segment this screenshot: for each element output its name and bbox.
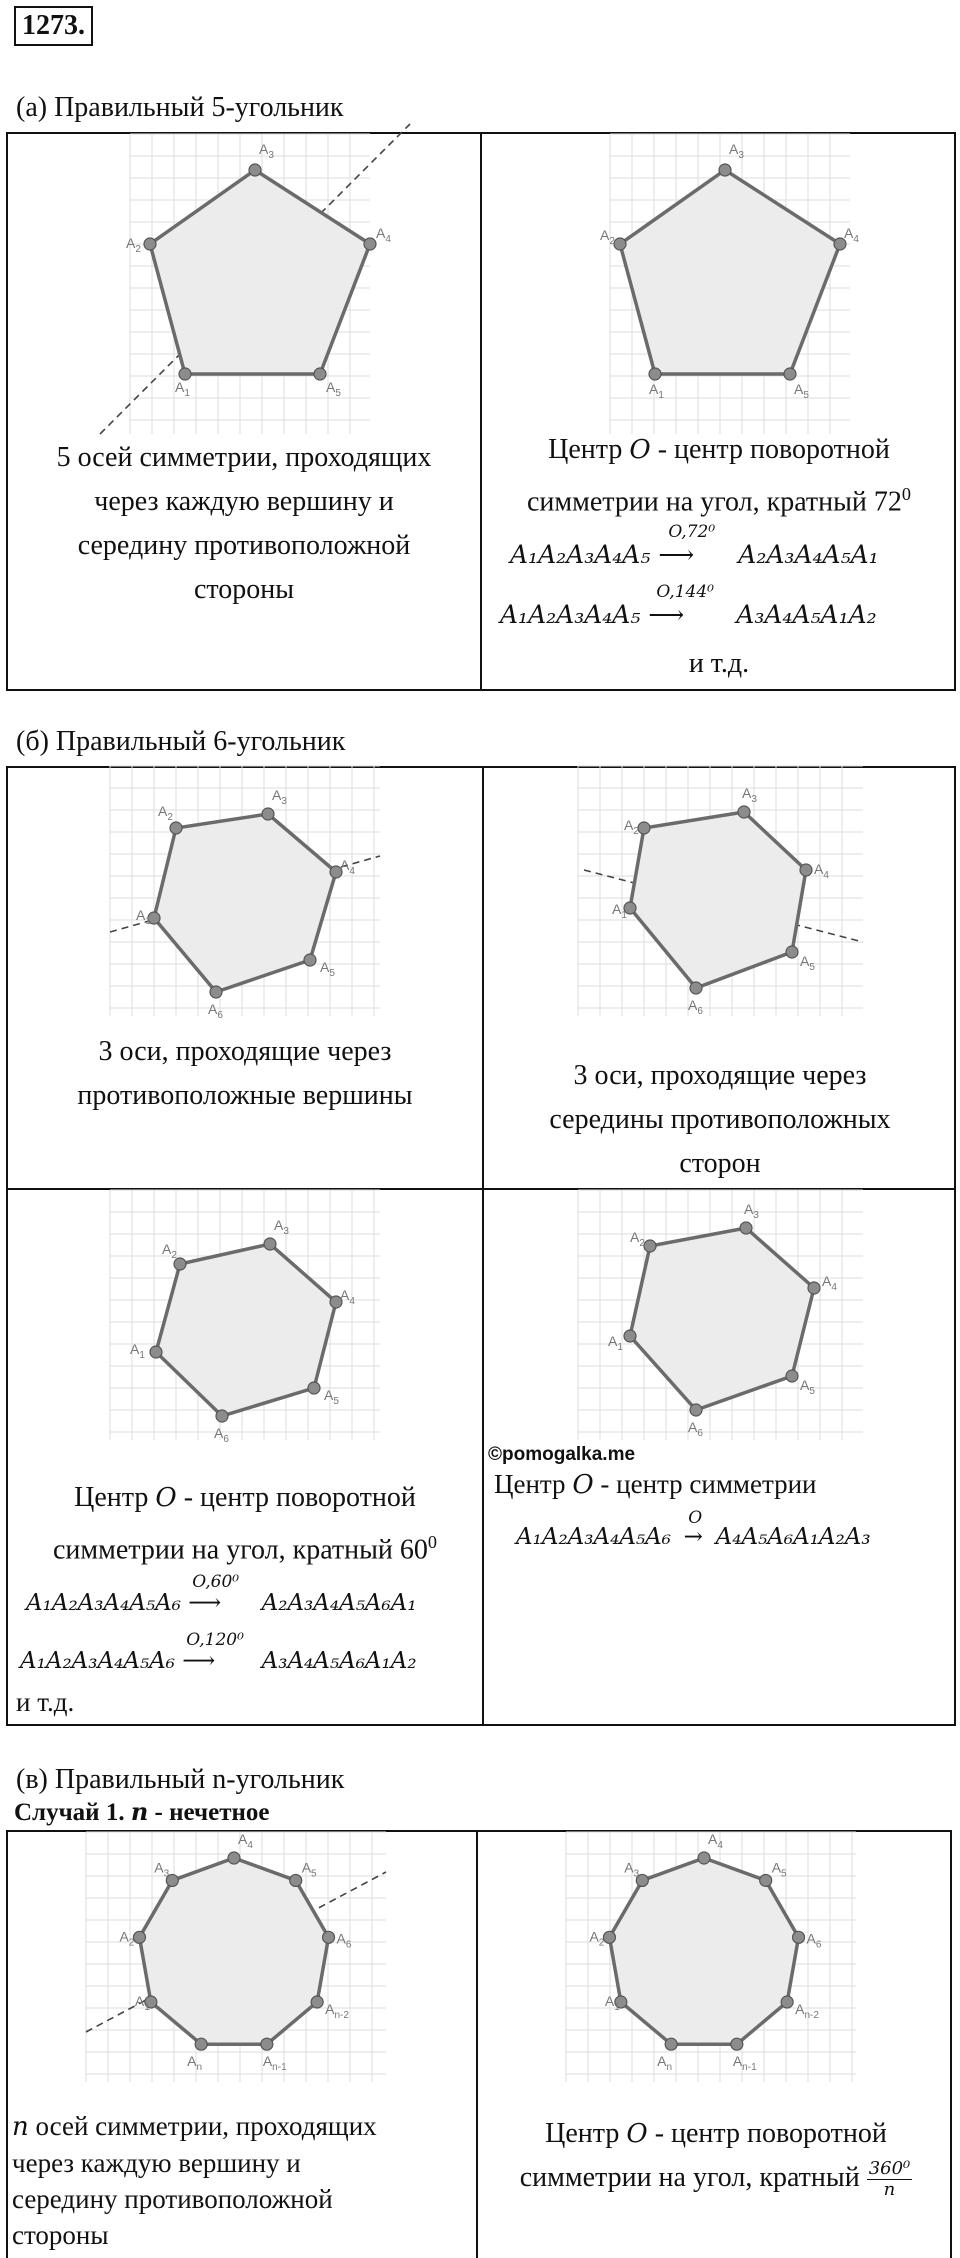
vertex-label: $A_3$	[154, 1859, 170, 1880]
vertex-point	[784, 368, 796, 380]
hexagon-rotation-figure	[110, 1190, 390, 1450]
vertex-point	[210, 986, 222, 998]
vertex-label: $A_5$	[794, 381, 809, 401]
section-b-tl-caption: 3 оси, проходящие через противоположные вершины	[77, 1036, 413, 1111]
polygon-shape	[630, 812, 806, 988]
vertex-point	[170, 822, 182, 834]
section-a-etc: и т.д.	[688, 648, 750, 679]
vertex-label: $A_6$	[208, 1001, 223, 1021]
vertex-point	[698, 1852, 710, 1864]
watermark: ©pomogalka.me	[488, 1444, 636, 1465]
vertex-label: $A_n$	[187, 2053, 203, 2074]
vertex-point	[314, 368, 326, 380]
section-c-left-caption: n осей симметрии, проходящих через каждую вершину и середину противоположной стороны	[12, 2111, 377, 2250]
vertex-point	[760, 1874, 772, 1886]
vertex-point	[603, 1931, 615, 1943]
vertex-label: $A_2$	[119, 1928, 135, 1949]
vertex-label: $A_5$	[326, 379, 341, 399]
vertex-point	[364, 238, 376, 250]
vertex-label: $A_2$	[162, 1241, 177, 1261]
section-a-map1: A₁A₂A₃A₄A₅ O,72⁰ ⟶ A₂A₃A₄A₅A₁	[510, 522, 879, 569]
section-c-right-caption: Центр O - центр поворотной симметрии на угол, кратный $\frac{\text{360⁰}}{n}$	[519, 2118, 911, 2201]
vertex-label: $A_3$	[624, 1859, 640, 1880]
vertex-label: $A_2$	[600, 227, 615, 247]
vertex-label: $A_1$	[608, 1333, 623, 1353]
section-b-etc: и т.д.	[16, 1687, 75, 1717]
vertex-label: $A_2$	[624, 817, 639, 837]
vertex-point	[261, 2038, 273, 2050]
vertex-label: $A_4$	[822, 1273, 837, 1293]
vertex-label: $A_2$	[589, 1928, 605, 1949]
section-a-left-caption: 5 осей симметрии, проходящих через каждую вершину и середину противоположной стороны	[56, 442, 432, 605]
section-b-bl-caption: Центр O - центр поворотной симметрии на угол, кратный $60^0$	[52, 1482, 438, 1566]
vertex-point	[304, 954, 316, 966]
vertex-label: $A_3$	[729, 141, 744, 161]
vertex-point	[264, 1238, 276, 1250]
vertex-label: $A_n$	[657, 2053, 673, 2074]
vertex-label: $A_5$	[771, 1859, 787, 1880]
vertex-point	[228, 1852, 240, 1864]
vertex-point	[249, 164, 261, 176]
vertex-point	[262, 808, 274, 820]
vertex-point	[690, 982, 702, 994]
vertex-label: $A_3$	[742, 785, 757, 805]
section-a-map2: A₁A₂A₃A₄A₅ O,144⁰ ⟶ A₃A₄A₅A₁A₂	[500, 582, 877, 629]
vertex-point	[808, 1282, 820, 1294]
vertex-label: $A_4$	[340, 857, 355, 877]
case-title: Случай 1. n - нечетное	[14, 1797, 270, 1826]
section-a-right-caption: Центр O - центр поворотной симметрии на угол, кратный $72^0$	[526, 434, 912, 518]
section-b-title: (б) Правильный 6-угольник	[16, 726, 346, 757]
problem-number: 1273.	[14, 6, 93, 46]
vertex-label: $A_4$	[844, 225, 859, 245]
vertex-label: $A_3$	[274, 1217, 289, 1237]
polygon-shape	[620, 170, 840, 374]
vertex-point	[133, 1931, 145, 1943]
vertex-label: $A_6$	[214, 1425, 229, 1445]
vertex-point	[624, 1330, 636, 1342]
hexagon-vertex-axis-figure	[110, 766, 390, 1026]
vertex-label: $A_5$	[301, 1859, 317, 1880]
vertex-label: $A_1$	[604, 1993, 620, 2013]
vertex-label: $A_3$	[272, 787, 287, 807]
hexagon-center-figure	[578, 1190, 868, 1450]
vertex-label: $A_1$	[130, 1341, 145, 1361]
vertex-point	[614, 238, 626, 250]
vertex-label: $A_2$	[158, 803, 173, 823]
vertex-point	[216, 1410, 228, 1422]
ngon-rotation-figure	[566, 1832, 866, 2082]
vertex-label: $A_3$	[744, 1201, 759, 1221]
section-a-title: (а) Правильный 5-угольник	[16, 92, 344, 123]
pentagon-rotation-figure	[600, 134, 860, 434]
polygon-shape	[150, 170, 370, 374]
vertex-label: $A_{n-1}$	[732, 2053, 757, 2074]
vertex-point	[311, 1996, 323, 2008]
section-b-tr-caption: 3 оси, проходящие через середины противоположных сторон	[549, 1060, 891, 1179]
vertex-point	[144, 238, 156, 250]
section-b-map3: A₁A₂A₃A₄A₅A₆ O → A₄A₅A₆A₁A₂A₃	[516, 1508, 871, 1550]
polygon-shape	[139, 1858, 328, 2044]
vertex-point	[150, 1346, 162, 1358]
vertex-point	[719, 164, 731, 176]
vertex-label: $A_5$	[800, 953, 815, 973]
vertex-label: $A_4$	[376, 225, 391, 245]
vertex-point	[195, 2038, 207, 2050]
vertex-point	[638, 822, 650, 834]
vertex-point	[731, 2038, 743, 2050]
vertex-point	[290, 1874, 302, 1886]
vertex-point	[781, 1996, 793, 2008]
vertex-label: $A_1$	[134, 1993, 150, 2013]
section-b-map1: A₁A₂A₃A₄A₅A₆ O,60⁰ ⟶ A₂A₃A₄A₅A₆A₁	[26, 1572, 417, 1616]
vertex-label: $A_{n-1}$	[262, 2053, 287, 2074]
vertex-label: $A_6$	[806, 1930, 822, 1951]
vertex-label: $A_4$	[708, 1831, 723, 1851]
vertex-point	[665, 2038, 677, 2050]
vertex-label: $A_2$	[630, 1229, 645, 1249]
vertex-point	[308, 1382, 320, 1394]
vertex-label: $A_1$	[612, 901, 627, 921]
vertex-label: $A_5$	[800, 1377, 815, 1397]
hexagon-side-axis-figure	[578, 766, 868, 1026]
angle-fraction: $\frac{\text{360⁰}}{n}$	[868, 2158, 911, 2201]
vertex-label: $A_5$	[320, 959, 335, 979]
vertex-point	[793, 1931, 805, 1943]
vertex-point	[786, 946, 798, 958]
vertex-label: $A_1$	[136, 907, 151, 927]
polygon-shape	[609, 1858, 798, 2044]
vertex-label: $A_1$	[649, 381, 664, 401]
vertex-point	[800, 864, 812, 876]
vertex-point	[690, 1404, 702, 1416]
vertex-label: $A_{n-2}$	[325, 2001, 349, 2021]
vertex-point	[738, 806, 750, 818]
vertex-label: $A_6$	[688, 997, 703, 1017]
vertex-point	[786, 1370, 798, 1382]
section-c-title: (в) Правильный n-угольник	[16, 1764, 345, 1795]
pentagon-axis-figure	[120, 134, 391, 434]
vertex-label: $A_5$	[324, 1387, 339, 1407]
vertex-label: $A_{n-2}$	[795, 2001, 819, 2021]
section-b-map2: A₁A₂A₃A₄A₅A₆ O,120⁰ ⟶ A₃A₄A₅A₆A₁A₂	[20, 1630, 417, 1674]
section-a-divider	[480, 132, 482, 691]
polygon-shape	[630, 1228, 814, 1410]
vertex-label: $A_2$	[126, 235, 141, 255]
ngon-axis-figure	[86, 1832, 396, 2082]
vertex-label: $A_4$	[814, 861, 829, 881]
vertex-label: $A_4$	[340, 1287, 355, 1307]
vertex-point	[649, 368, 661, 380]
vertex-point	[644, 1240, 656, 1252]
vertex-label: $A_4$	[238, 1831, 253, 1851]
vertex-point	[740, 1222, 752, 1234]
vertex-label: $A_3$	[259, 141, 274, 161]
vertex-label: $A_1$	[175, 379, 190, 399]
vertex-point	[323, 1931, 335, 1943]
vertex-label: $A_6$	[336, 1930, 352, 1951]
section-b-divider	[482, 766, 484, 1726]
section-c-divider	[476, 1830, 478, 2258]
vertex-label: $A_6$	[688, 1419, 703, 1439]
section-b-br-caption: Центр O - центр симметрии	[494, 1469, 817, 1500]
